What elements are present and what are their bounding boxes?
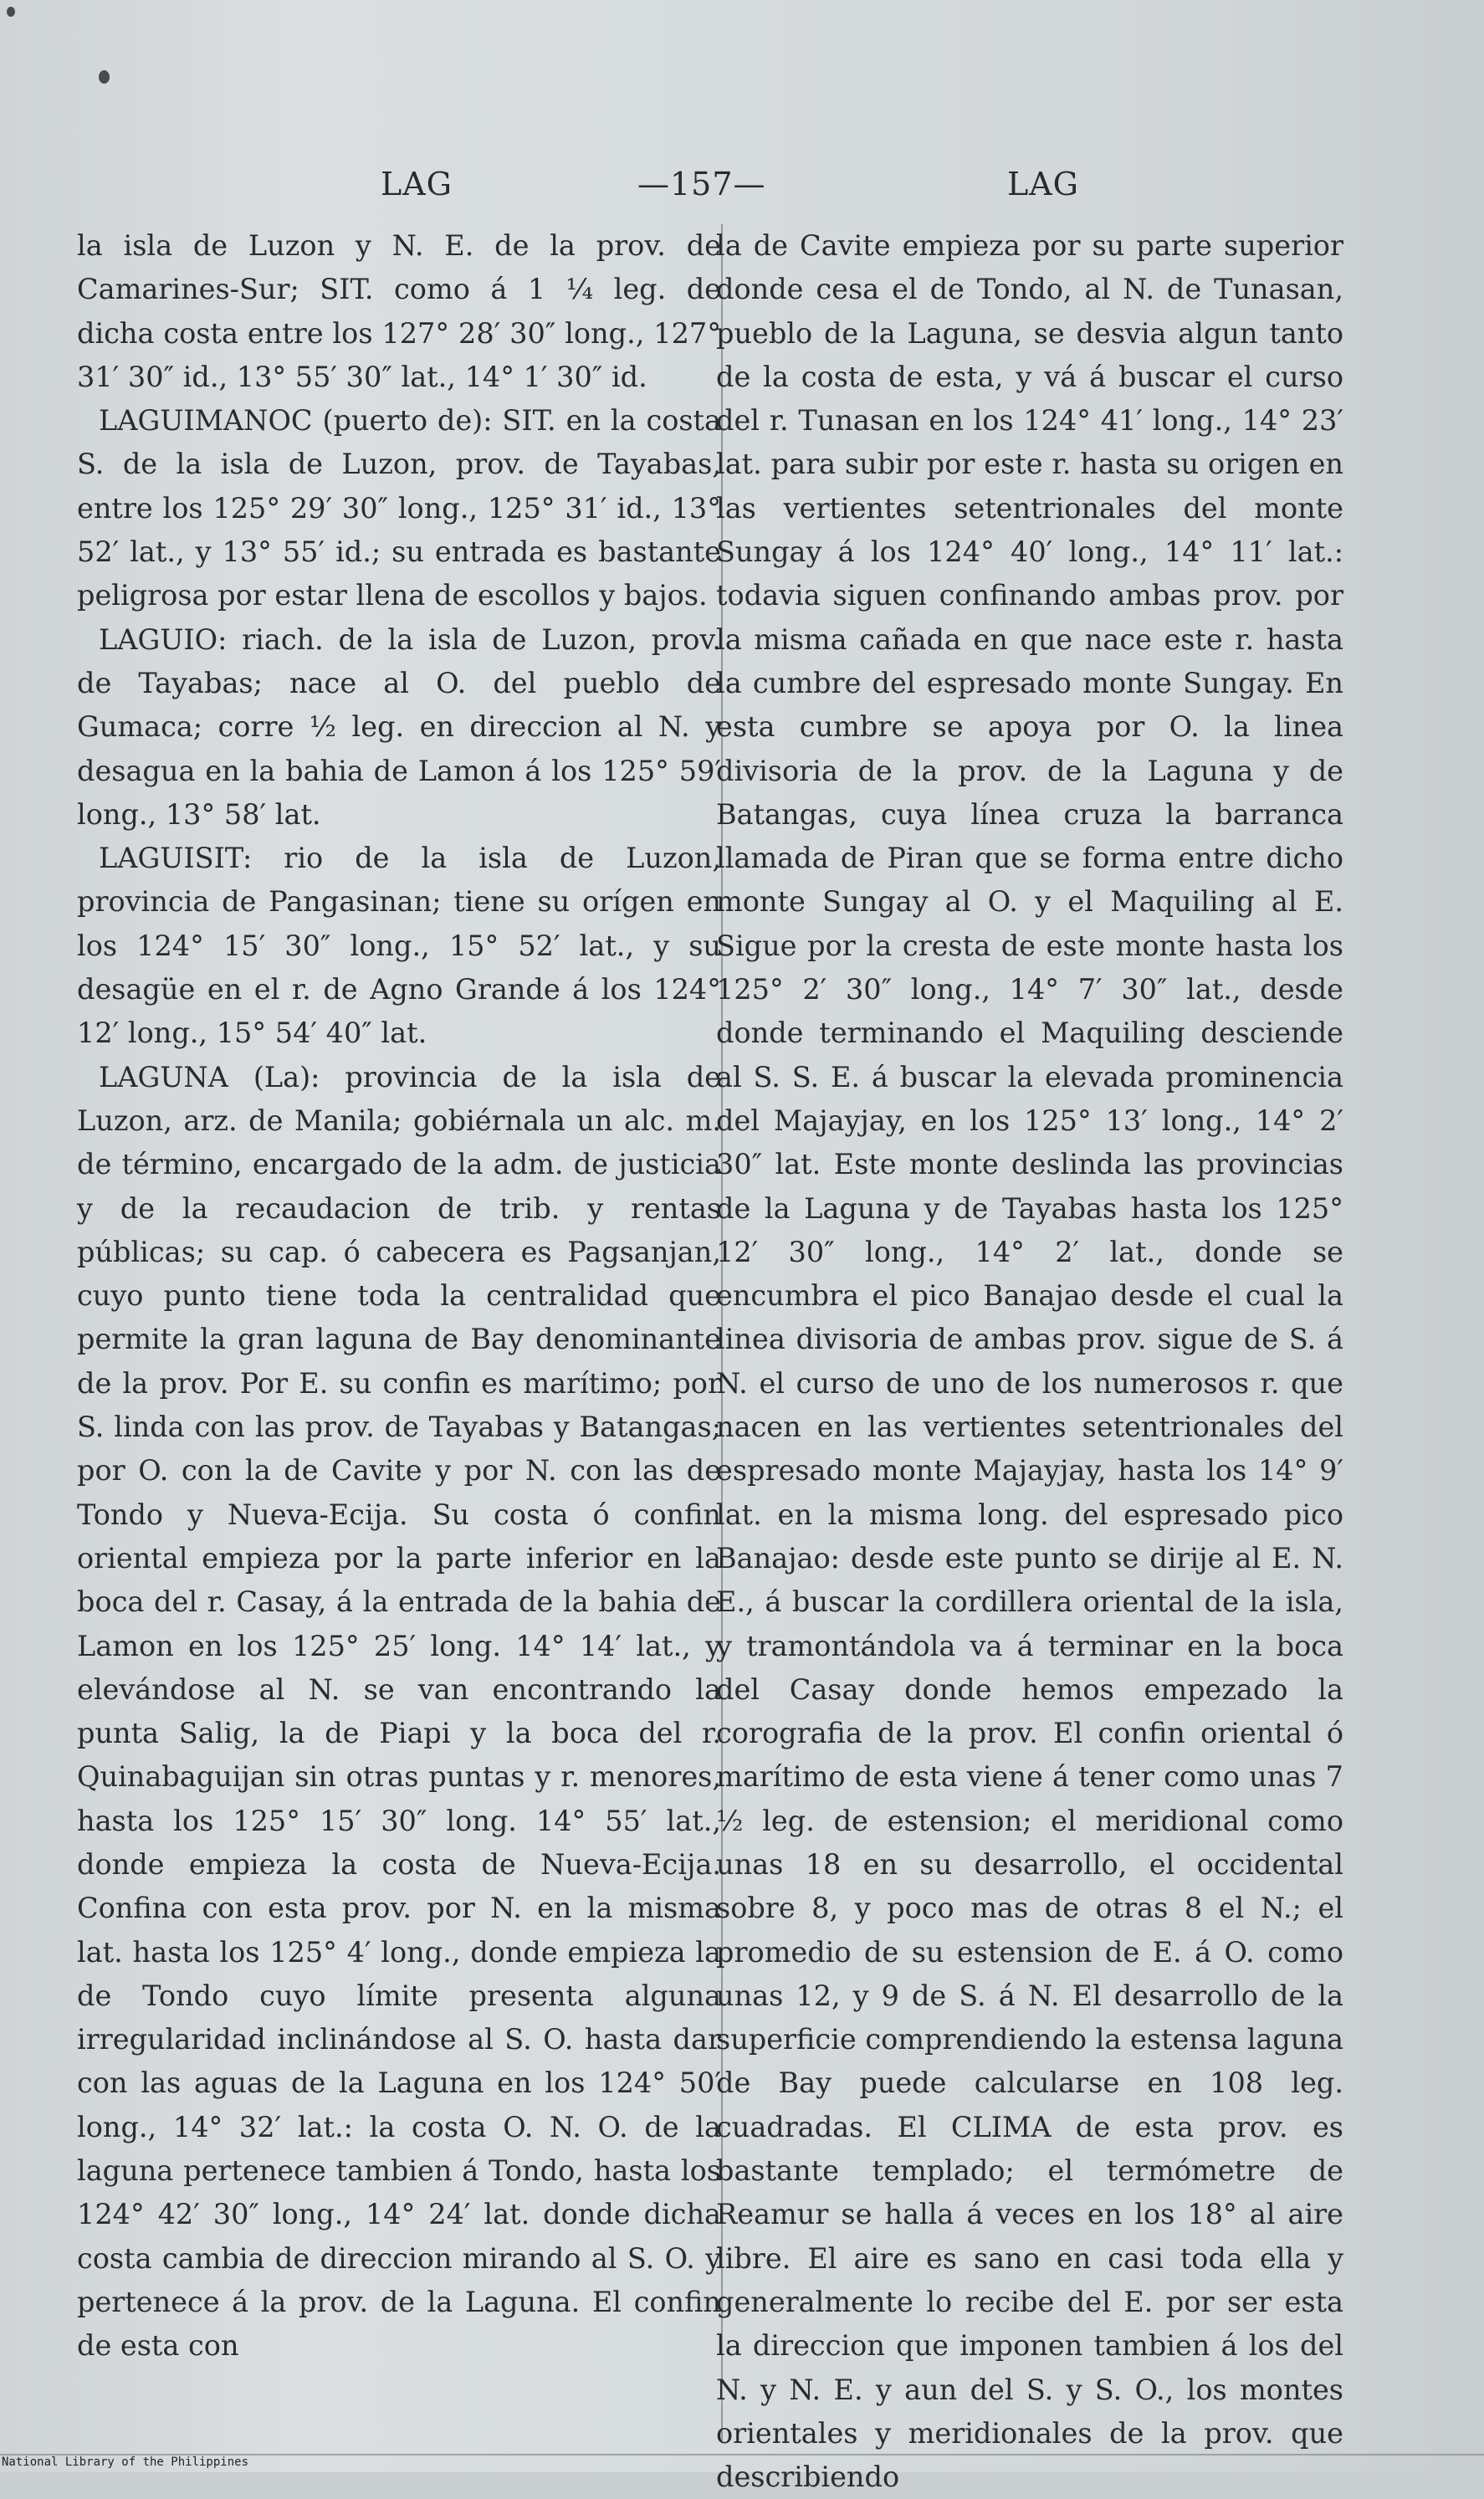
entry-laguimanoc: LAGUIMANOC (puerto de): SIT. en la costa S. de la isla de Luzon, prov. de Tayabas, entre los 125° 29′ 30″ long., 125° 31′ id., 13° 52′ lat., y 13° 55′ id.; su entrada es bastante peligrosa por estar llena de escollos y bajos. xyxy=(77,404,721,612)
header-page-number: —157— xyxy=(637,166,766,202)
entry-laguisit: LAGUISIT: rio de la isla de Luzon, provincia de Pangasinan; tiene su orígen en los 124° 15′ 30″ long., 15° 52′ lat., y su desagüe en el r. de Agno Grande á los 124° 12′ long., 15° 54′ 40″ lat. xyxy=(77,842,721,1050)
paragraph: la isla de Luzon y N. E. de la prov. de Camarines-Sur; SIT. como á 1 ¼ leg. de dicha costa entre los 127° 28′ 30″ long., 127° 31′ 30″ id., 13° 55′ 30″ lat., 14° 1′ 30″ id. xyxy=(77,229,721,393)
running-header xyxy=(0,166,1484,216)
left-column xyxy=(77,224,721,2368)
ink-spot xyxy=(99,70,110,84)
header-left: LAG xyxy=(381,166,453,202)
right-column xyxy=(716,224,1343,2499)
header-right: LAG xyxy=(1007,166,1080,202)
footer-credit: National Library of the Philippines xyxy=(2,2455,249,2469)
paragraph: la de Cavite empieza por su parte superior donde cesa el de Tondo, al N. de Tunasan, pueblo de la Laguna, se desvia algun tanto de la costa de esta, y vá á buscar el curso del r. Tunasan en los 124° 41′ long., 14° 23′ lat. para subir por este r. hasta su origen en las vertientes setentrionales del monte Sungay á los 124° 40′ long., 14° 11′ lat.: todavia siguen confinando ambas prov. por la misma cañada en que nace este r. hasta la cumbre del espresado monte Sungay. En esta cumbre se apoya por O. la linea divisoria de la prov. de la Laguna y de Batangas, cuya línea cruza la barranca llamada de Piran que se forma entre dicho monte Sungay al O. y el Maquiling al E. Sigue por la cresta de este monte hasta los 125° 2′ 30″ long., 14° 7′ 30″ lat., desde donde terminando el Maquiling desciende al S. S. E. á buscar la elevada prominencia del Majayjay, en los 125° 13′ long., 14° 2′ 30″ lat. Este monte deslinda las provincias de la Laguna y de Tayabas hasta los 125° 12′ 30″ long., 14° 2′ lat., donde se encumbra el pico Banajao desde el cual la linea divisoria de ambas prov. sigue de S. á N. el curso de uno de los numerosos r. que nacen en las vertientes setentrionales del espresado monte Majayjay, hasta los 14° 9′ lat. en la misma long. del espresado pico Banajao: desde este punto se dirije al E. N. E., á buscar la cordillera oriental de la isla, y tramontándola va á terminar en la boca del Casay donde hemos empezado la corografia de la prov. El confin oriental ó marítimo de esta viene á tener como unas 7 ½ leg. de estension; el meridional como unas 18 en su desarrollo, el occidental sobre 8, y poco mas de otras 8 el N.; el promedio de su estension de E. á O. como unas 12, y 9 de S. á N. El desarrollo de la superficie comprendiendo la estensa laguna de Bay puede calcularse en 108 leg. cuadradas. El CLIMA de esta prov. es bastante templado; el termómetre de Reamur se halla á veces en los 18° al aire libre. El aire es sano en casi toda ella y generalmente lo recibe del E. por ser esta la direccion que imponen tambien á los del N. y N. E. y aun del S. y S. O., los montes orientales y meridionales de la prov. que describiendo xyxy=(716,229,1344,2494)
entry-laguio: LAGUIO: riach. de la isla de Luzon, prov. de Tayabas; nace al O. del pueblo de Gumaca; corre ½ leg. en direccion al N. y desagua en la bahia de Lamon á los 125° 59′ long., 13° 58′ lat. xyxy=(77,622,721,831)
ink-spot xyxy=(7,7,15,17)
entry-laguna: LAGUNA (La): provincia de la isla de Luzon, arz. de Manila; gobiérnala un alc. m. de término, encargado de la adm. de justicia y de la recaudacion de trib. y rentas públicas; su cap. ó cabecera es Pagsanjan, cuyo punto tiene toda la centralidad que permite la gran laguna de Bay denominante de la prov. Por E. su confin es marítimo; por S. linda con las prov. de Tayabas y Batangas; por O. con la de Cavite y por N. con las de Tondo y Nueva-Ecija. Su costa ó confin oriental empieza por la parte inferior en la boca del r. Casay, á la entrada de la bahia de Lamon en los 125° 25′ long. 14° 14′ lat., y elevándose al N. se van encontrando la punta Salig, la de Piapi y la boca del r. Quinabaguijan sin otras puntas y r. menores, hasta los 125° 15′ 30″ long. 14° 55′ lat., donde empieza la costa de Nueva-Ecija. Confina con esta prov. por N. en la misma lat. hasta los 125° 4′ long., donde empieza la de Tondo cuyo límite presenta alguna irregularidad inclinándose al S. O. hasta dar con las aguas de la Laguna en los 124° 50′ long., 14° 32′ lat.: la costa O. N. O. de la laguna pertenece tambien á Tondo, hasta los 124° 42′ 30″ long., 14° 24′ lat. donde dicha costa cambia de direccion mirando al S. O. y pertenece á la prov. de la Laguna. El confin de esta con xyxy=(77,1060,721,2363)
